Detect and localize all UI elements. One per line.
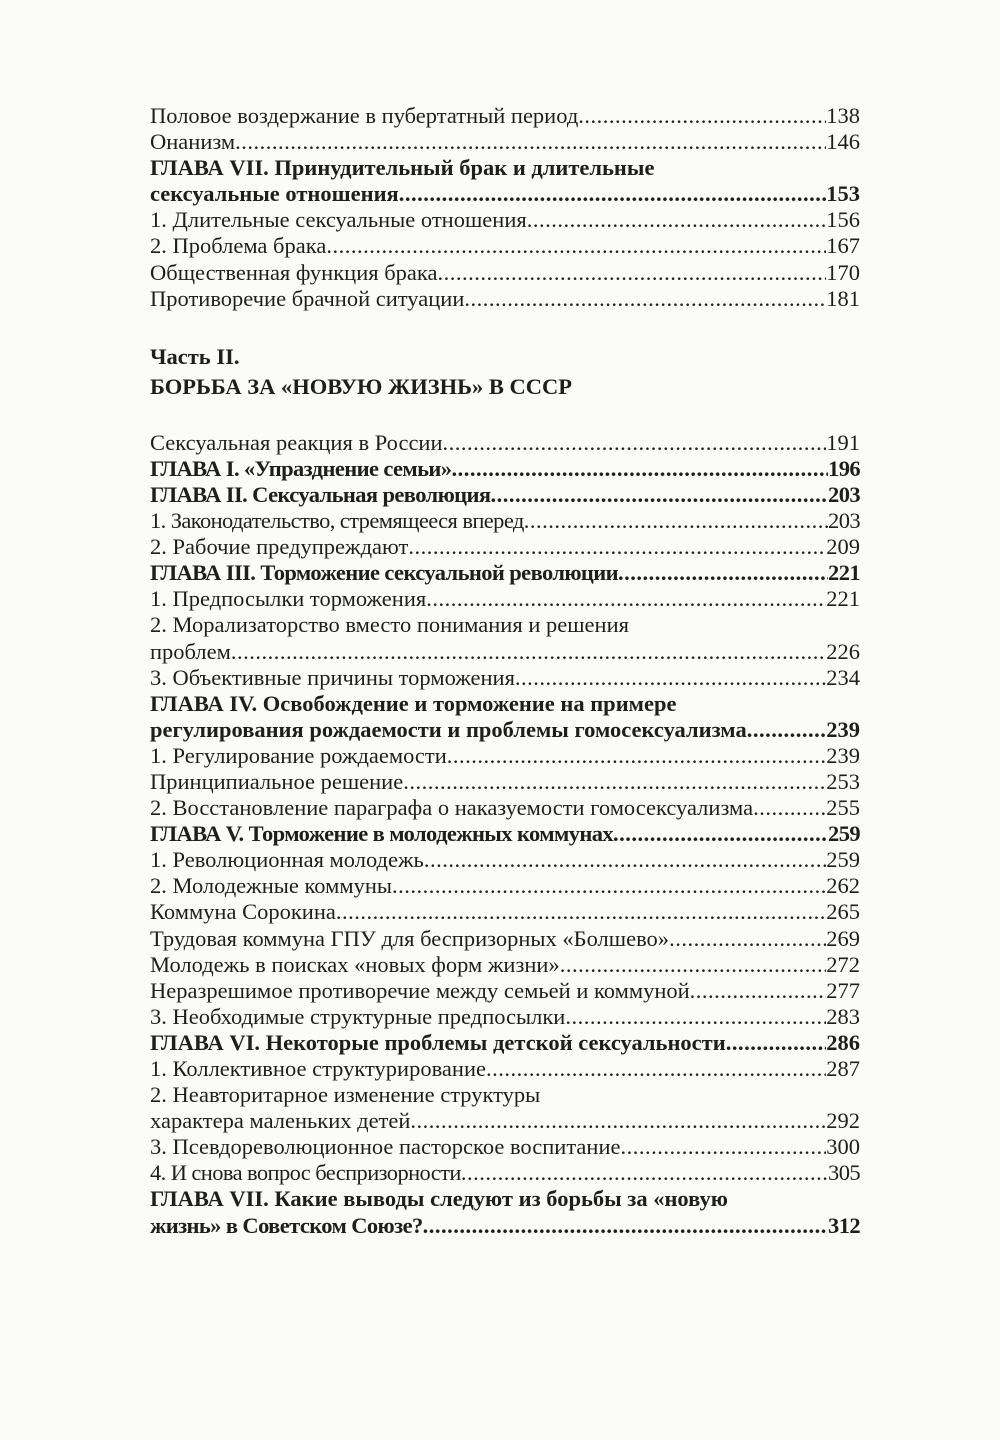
toc-entry (150, 743, 860, 769)
toc-entry-title: Онанизм (150, 129, 236, 155)
toc-leader-dots (336, 899, 826, 925)
toc-entry-title: 4. И снова вопрос беспризорности (150, 1160, 461, 1186)
toc-chapter-entry (150, 821, 860, 847)
toc-entry-page: 269 (826, 925, 860, 951)
toc-leader-dots (235, 129, 826, 155)
toc-chapter-entry (150, 456, 860, 482)
toc-leader-dots (451, 456, 828, 482)
toc-entry-title: ГЛАВА I. «Упразднение семьи» (150, 455, 452, 481)
toc-entry-title: 2. Рабочие предупреждают (150, 534, 409, 560)
toc-entry-page: 167 (826, 233, 860, 259)
toc-entry-page: 221 (826, 586, 860, 612)
toc-entry-title: ГЛАВА III. Торможение сексуальной революции (150, 560, 619, 586)
toc-chapter-entry (150, 717, 860, 743)
toc-entry-page: 239 (826, 742, 860, 768)
toc-leader-dots (524, 508, 828, 534)
toc-entry (150, 665, 860, 691)
toc-entry-title: 3. Объективные причины торможения (150, 664, 515, 690)
toc-entry-title: 2. Проблема брака (150, 233, 327, 259)
toc-entry-title: 2. Молодежные коммуны (150, 873, 392, 899)
toc-entry-title: 1. Регулирование рождаемости (150, 742, 447, 768)
toc-entry-title: регулирования рождаемости и проблемы гомосексуализма (150, 716, 747, 742)
toc-entry-page: 253 (826, 768, 860, 794)
toc-entry-title: 1. Длительные сексуальные отношения (150, 207, 527, 233)
toc-entry-title: ГЛАВА VI. Некоторые проблемы детской сексуальности (150, 1029, 726, 1055)
toc-entry (150, 926, 860, 952)
toc-entry-page: 312 (828, 1212, 860, 1238)
toc-entry (150, 1108, 860, 1134)
toc-leader-dots (613, 821, 828, 847)
toc-entry (150, 207, 860, 233)
toc-entry-page: 259 (826, 847, 860, 873)
toc-leader-dots (424, 847, 826, 873)
toc-leader-dots (669, 926, 826, 952)
table-of-contents (150, 103, 860, 1239)
toc-entry-title: ГЛАВА II. Сексуальная революция (150, 481, 491, 507)
part-number: Часть II. (150, 343, 240, 369)
toc-entry (150, 639, 860, 665)
toc-entry-page: 209 (826, 534, 860, 560)
toc-entry-page: 283 (826, 1003, 860, 1029)
toc-section-part2 (150, 430, 860, 1239)
toc-leader-dots (461, 1160, 828, 1186)
toc-entry-page: 181 (826, 285, 860, 311)
toc-entry-page: 286 (826, 1029, 860, 1055)
toc-leader-dots (423, 1213, 828, 1239)
toc-entry-page: 300 (826, 1134, 860, 1160)
toc-leader-dots (690, 978, 827, 1004)
toc-entry-title-line1: 2. Морализаторство вместо понимания и решения (150, 612, 629, 638)
part-title: БОРЬБА ЗА «НОВУЮ ЖИЗНЬ» В СССР (150, 373, 572, 399)
toc-leader-dots (578, 103, 826, 129)
toc-entry-title: 2. Восстановление параграфа о наказуемости гомосексуализма (150, 795, 754, 821)
toc-entry-title: 3. Псевдореволюционное пасторское воспитание (150, 1134, 621, 1160)
toc-entry-page: 191 (826, 429, 860, 455)
toc-entry (150, 1134, 860, 1160)
toc-leader-dots (726, 1030, 827, 1056)
toc-entry-page: 272 (826, 951, 860, 977)
toc-entry-page: 265 (826, 899, 860, 925)
toc-leader-dots (231, 639, 826, 665)
toc-chapter-entry (150, 1030, 860, 1056)
toc-entry (150, 873, 860, 899)
toc-entry-page: 138 (826, 103, 860, 128)
toc-entry (150, 508, 860, 534)
toc-entry (150, 233, 860, 259)
toc-leader-dots (392, 873, 826, 899)
toc-entry (150, 847, 860, 873)
toc-entry-page: 262 (826, 873, 860, 899)
toc-entry-page: 153 (826, 181, 860, 207)
toc-leader-dots (410, 1108, 826, 1134)
toc-entry-page: 287 (826, 1056, 860, 1081)
toc-leader-dots (753, 795, 826, 821)
toc-leader-dots (403, 769, 826, 795)
toc-entry-title: Общественная функция брака (150, 259, 438, 285)
toc-entry-title: 3. Необходимые структурные предпосылки (150, 1003, 566, 1029)
toc-entry-page: 234 (826, 664, 860, 690)
toc-entry-title: проблем (150, 638, 231, 664)
toc-entry (150, 430, 860, 456)
toc-entry (150, 586, 860, 612)
toc-entry (150, 534, 860, 560)
toc-leader-dots (464, 286, 826, 312)
toc-entry-page: 203 (828, 508, 860, 534)
toc-leader-dots (618, 560, 828, 586)
toc-entry (150, 795, 860, 821)
toc-entry-title: 1. Законодательство, стремящееся вперед (150, 508, 524, 534)
toc-entry-title: характера маленьких детей (150, 1108, 411, 1134)
toc-chapter-entry (150, 560, 860, 586)
toc-entry-title: сексуальные отношения (150, 181, 399, 207)
toc-entry-title: Коммуна Сорокина (150, 899, 336, 925)
toc-leader-dots (408, 534, 826, 560)
toc-leader-dots (326, 233, 826, 259)
toc-entry-title: Противоречие брачной ситуации (150, 285, 465, 311)
toc-leader-dots (426, 586, 826, 612)
toc-leader-dots (560, 952, 827, 978)
toc-chapter-title-line1: ГЛАВА VII. Какие выводы следуют из борьбы за «новую (150, 1186, 728, 1212)
toc-chapter-entry (150, 181, 860, 207)
toc-entry (150, 1004, 860, 1030)
toc-entry-page: 259 (828, 821, 860, 847)
toc-leader-dots (486, 1056, 826, 1082)
toc-entry-title: ГЛАВА V. Торможение в молодежных коммунах (150, 821, 614, 847)
toc-entry-page: 196 (828, 455, 860, 481)
toc-entry-page: 146 (826, 129, 860, 155)
toc-entry-page: 255 (826, 795, 860, 821)
toc-leader-dots (527, 207, 827, 233)
toc-entry-page: 239 (826, 716, 860, 742)
toc-entry-page: 277 (826, 977, 860, 1003)
toc-entry-title: 1. Коллективное структурирование (150, 1056, 486, 1081)
toc-entry (150, 769, 860, 795)
toc-entry-title: Молодежь в поисках «новых форм жизни» (150, 951, 560, 977)
toc-leader-dots (515, 665, 826, 691)
toc-leader-dots (620, 1134, 826, 1160)
toc-entry-page: 156 (826, 207, 860, 233)
toc-entry (150, 260, 860, 286)
toc-leader-dots (399, 181, 827, 207)
toc-entry (150, 1160, 860, 1186)
toc-entry-title: жизнь» в Советском Союзе? (150, 1212, 423, 1238)
toc-entry-page: 305 (828, 1160, 860, 1186)
toc-entry-title: 1. Революционная молодежь (150, 847, 424, 873)
toc-entry (150, 1056, 860, 1082)
toc-entry-page: 170 (826, 259, 860, 285)
toc-entry-page: 203 (828, 481, 860, 507)
toc-entry (150, 978, 860, 1004)
toc-entry (150, 899, 860, 925)
toc-entry (150, 952, 860, 978)
toc-chapter-entry (150, 1213, 860, 1239)
toc-entry-page: 221 (828, 560, 860, 586)
part-heading (150, 342, 860, 402)
toc-entry (150, 103, 860, 129)
toc-leader-dots (437, 260, 826, 286)
toc-entry-title: 1. Предпосылки торможения (150, 586, 427, 612)
toc-entry-title: Неразрешимое противоречие между семьей и коммуной (150, 977, 690, 1003)
toc-entry-title: Принципиальное решение (150, 768, 404, 794)
toc-leader-dots (490, 482, 828, 508)
toc-entry (150, 286, 860, 312)
toc-entry (150, 129, 860, 155)
toc-entry-title-line1: 2. Неавторитарное изменение структуры (150, 1082, 541, 1108)
toc-entry-title: Сексуальная реакция в России (150, 429, 443, 455)
toc-chapter-title-line1: ГЛАВА IV. Освобождение и торможение на примере (150, 690, 677, 716)
toc-entry-title: Трудовая коммуна ГПУ для беспризорных «Болшево» (150, 925, 670, 951)
toc-entry-page: 226 (826, 638, 860, 664)
toc-entry-page: 292 (826, 1108, 860, 1134)
toc-leader-dots (747, 717, 827, 743)
toc-chapter-entry (150, 482, 860, 508)
toc-section-top (150, 103, 860, 312)
toc-chapter-title-line1: ГЛАВА VII. Принудительный брак и длительные (150, 155, 655, 181)
toc-entry-title: Половое воздержание в пубертатный период (150, 103, 579, 128)
toc-leader-dots (565, 1004, 826, 1030)
toc-leader-dots (443, 430, 827, 456)
toc-leader-dots (447, 743, 826, 769)
